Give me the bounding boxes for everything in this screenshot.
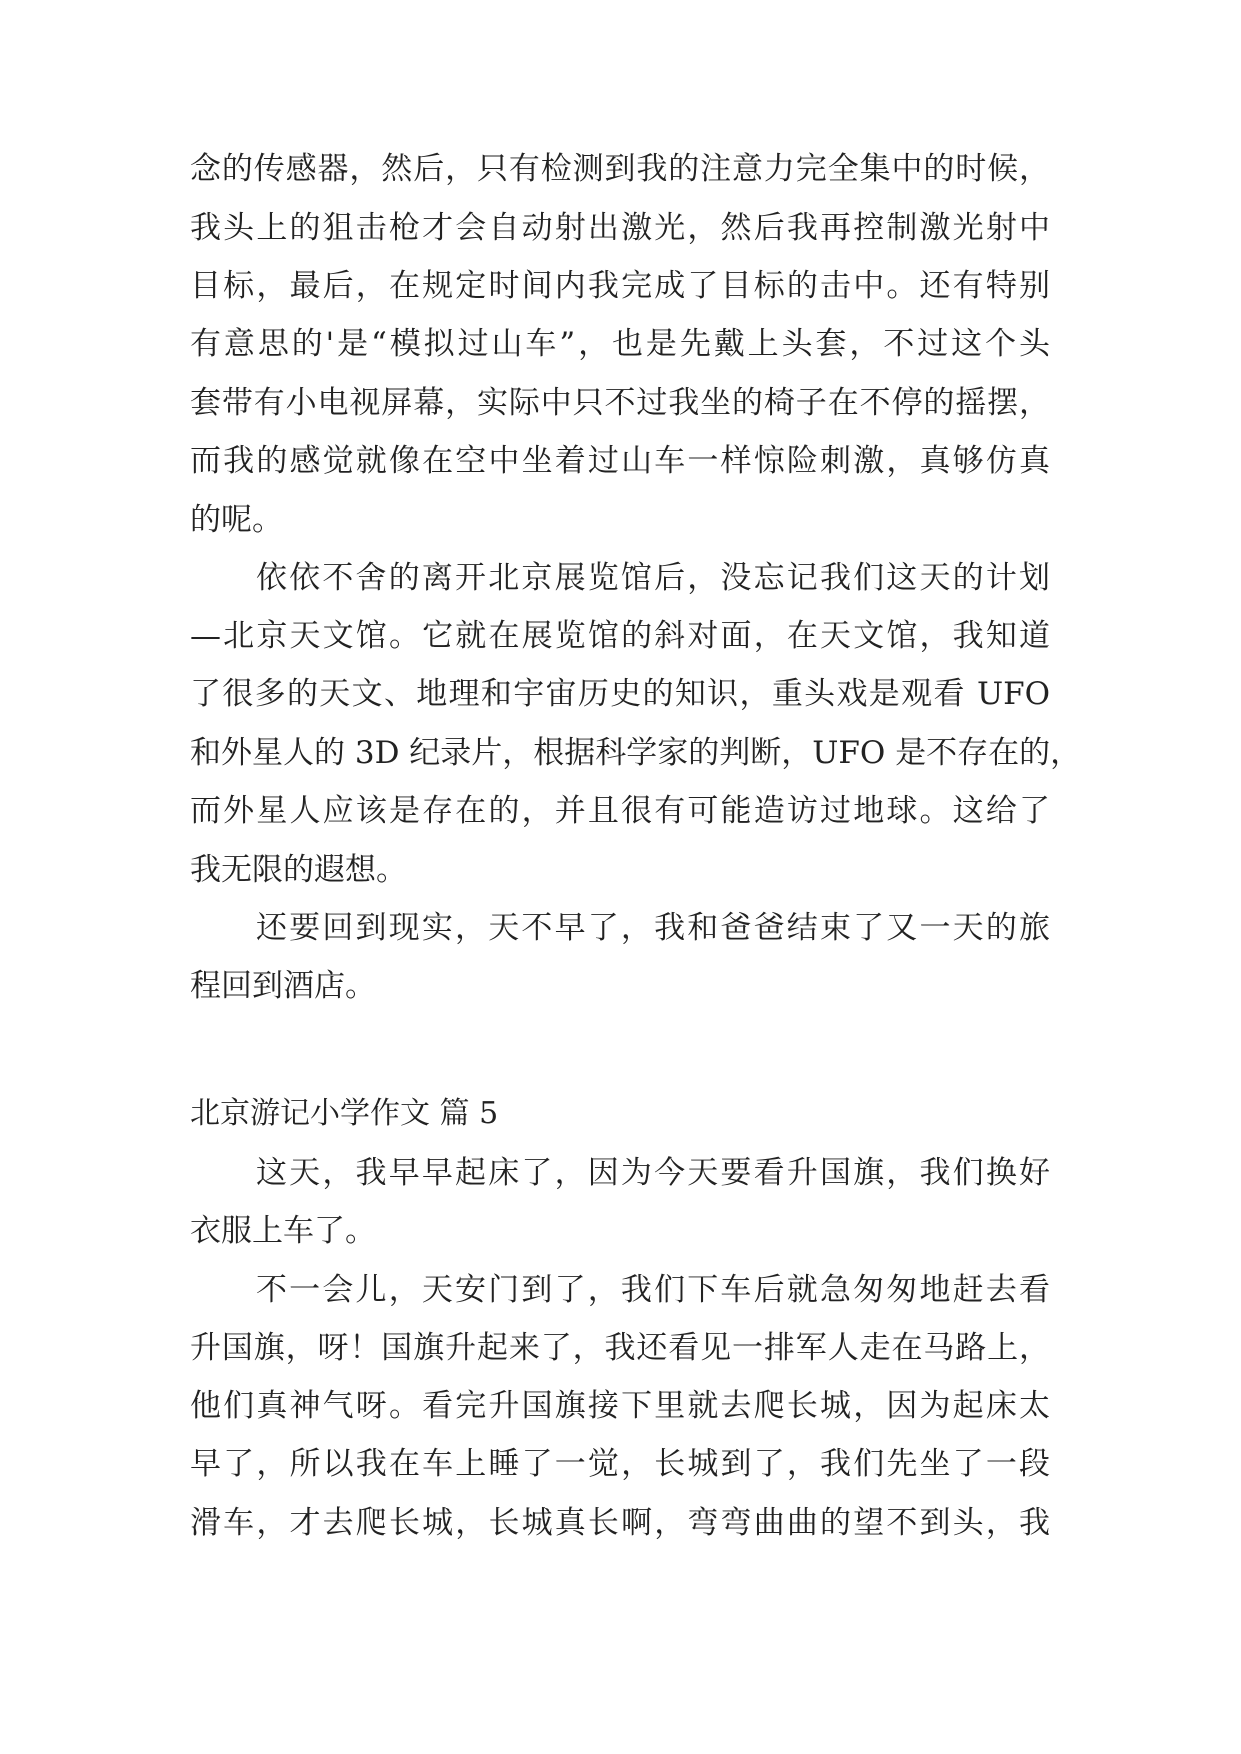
text-line: 的呢。 — [190, 502, 283, 538]
text-line: 有意思的'是“模拟过山车”，也是先戴上头套，不过这个头 — [190, 326, 1050, 362]
text-line: 升国旗，呀！国旗升起来了，我还看见一排军人走在马路上， — [190, 1330, 1050, 1366]
text-line: 和外星人的 3D 纪录片，根据科学家的判断，UFO 是不存在的， — [190, 735, 1082, 771]
text-line: 还要回到现实，天不早了，我和爸爸结束了又一天的旅 — [256, 910, 1050, 946]
section-heading: 北京游记小学作文 篇 5 — [190, 1096, 499, 1131]
text-line: 程回到酒店。 — [190, 968, 376, 1004]
text-line: 我头上的狙击枪才会自动射出激光，然后我再控制激光射中 — [190, 210, 1050, 246]
text-line: 依依不舍的离开北京展览馆后，没忘记我们这天的计划 — [256, 560, 1050, 596]
text-line: 套带有小电视屏幕，实际中只不过我坐的椅子在不停的摇摆， — [190, 385, 1050, 421]
text-line: 不一会儿，天安门到了，我们下车后就急匆匆地赶去看 — [256, 1272, 1050, 1308]
text-line: 念的传感器，然后，只有检测到我的注意力完全集中的时候， — [190, 151, 1050, 187]
text-line: —北京天文馆。它就在展览馆的斜对面，在天文馆，我知道 — [190, 618, 1050, 654]
text-line: 我无限的遐想。 — [190, 852, 407, 888]
text-line: 而我的感觉就像在空中坐着过山车一样惊险刺激，真够仿真 — [190, 443, 1050, 479]
text-line: 而外星人应该是存在的，并且很有可能造访过地球。这给了 — [190, 793, 1050, 829]
text-line: 了很多的天文、地理和宇宙历史的知识，重头戏是观看 UFO — [190, 676, 1050, 712]
text-line: 滑车，才去爬长城，长城真长啊，弯弯曲曲的望不到头，我 — [190, 1505, 1050, 1541]
text-line: 早了，所以我在车上睡了一觉，长城到了，我们先坐了一段 — [190, 1446, 1050, 1482]
text-line: 这天，我早早起床了，因为今天要看升国旗，我们换好 — [256, 1155, 1050, 1191]
text-line: 目标，最后，在规定时间内我完成了目标的击中。还有特别 — [190, 268, 1050, 304]
text-line: 他们真神气呀。看完升国旗接下里就去爬长城，因为起床太 — [190, 1388, 1050, 1424]
text-line: 衣服上车了。 — [190, 1213, 376, 1249]
